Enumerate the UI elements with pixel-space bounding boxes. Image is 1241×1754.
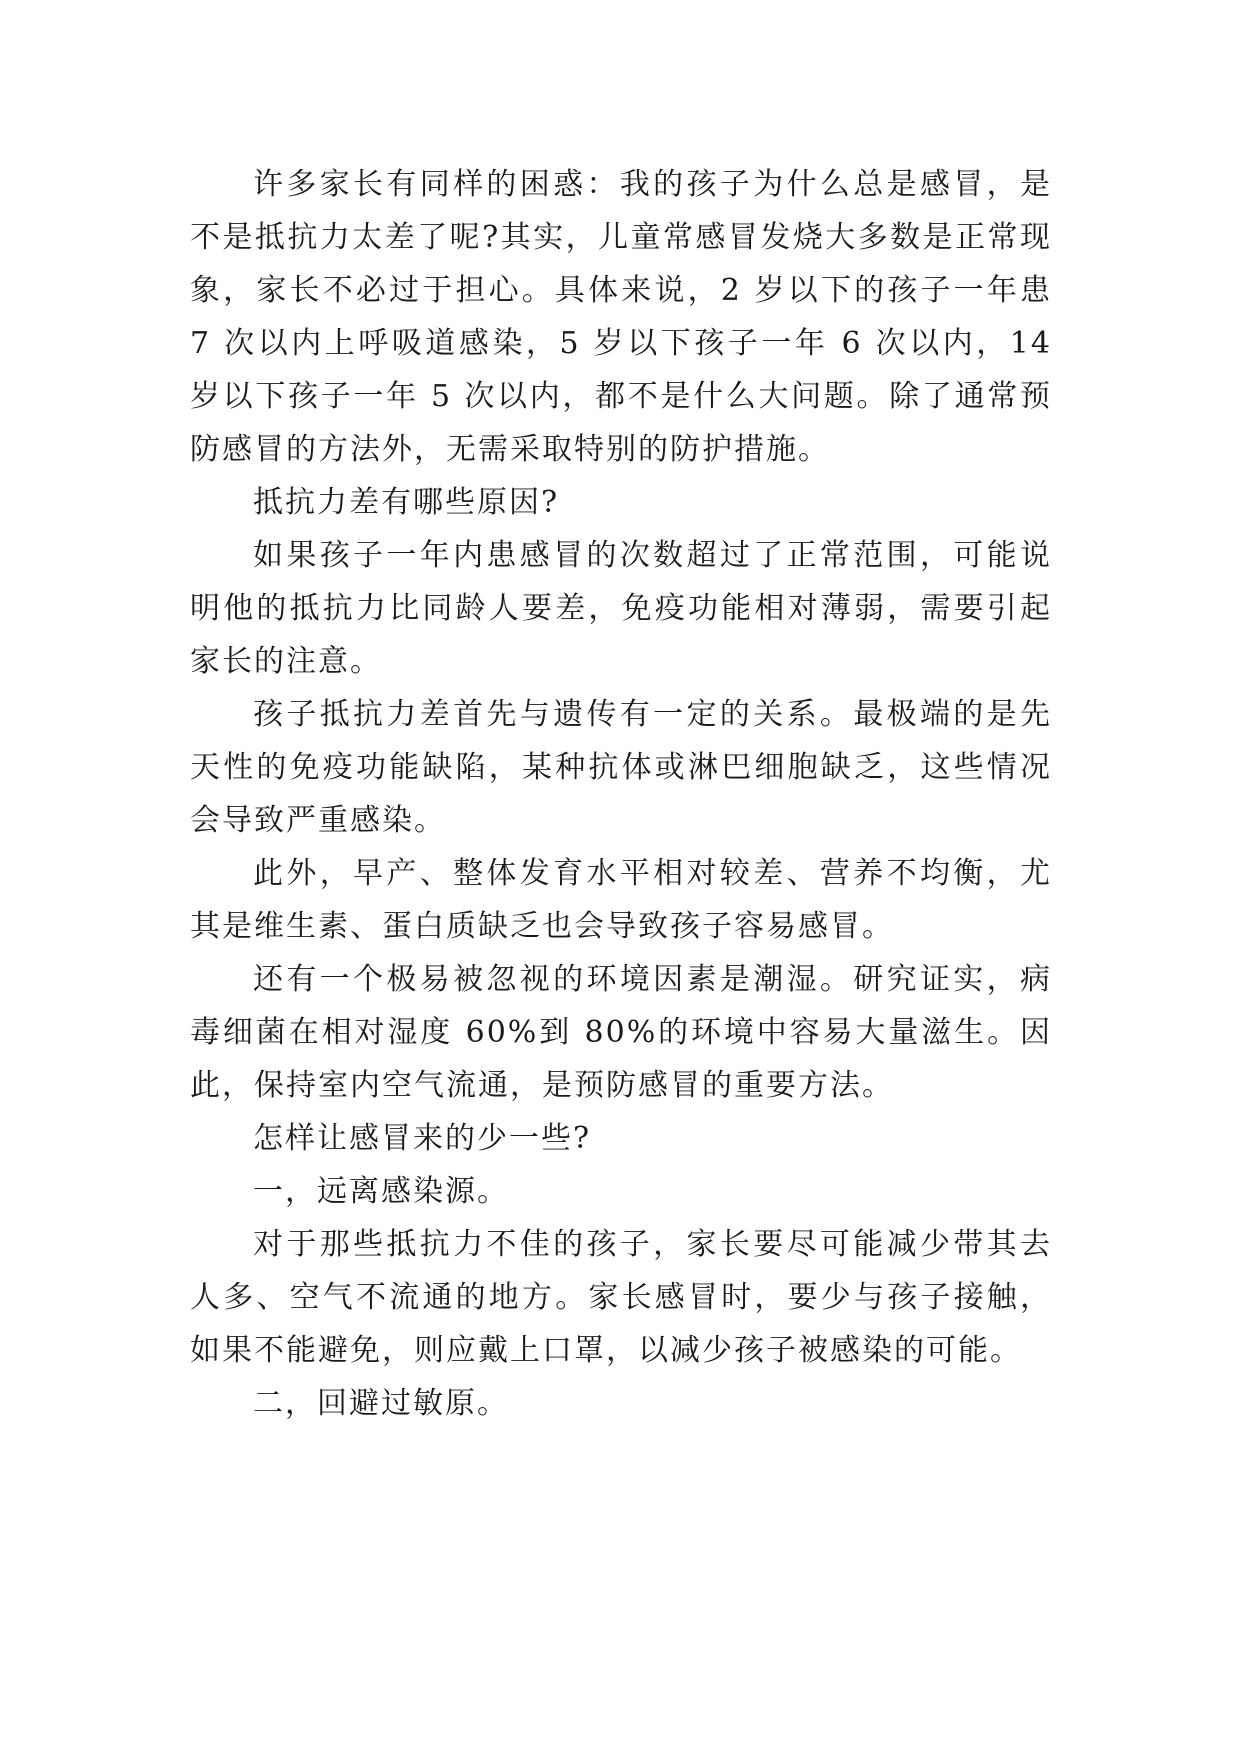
section-heading: 抵抗力差有哪些原因? <box>253 485 560 520</box>
document-body <box>190 158 1052 1430</box>
section-heading: 怎样让感冒来的少一些? <box>253 1121 592 1156</box>
paragraph: 孩子抵抗力差首先与遗传有一定的关系。最极端的是先天性的免疫功能缺陷，某种抗体或淋巴细胞缺乏，这些情况会导致严重感染。 <box>190 697 1052 838</box>
paragraph: 此外，早产、整体发育水平相对较差、营养不均衡，尤其是维生素、蛋白质缺乏也会导致孩子容易感冒。 <box>190 856 1052 944</box>
paragraph: 许多家长有同样的困惑：我的孩子为什么总是感冒，是不是抵抗力太差了呢?其实，儿童常感冒发烧大多数是正常现象，家长不必过于担心。具体来说，2 岁以下的孩子一年患 7 次以内上呼吸道感染，5 岁以下孩子一年 6 次以内，14 岁以下孩子一年 5 次以内，都不是什么大问题。除了通常预防感冒的方法外，无需采取特别的防护措施。 <box>190 167 1052 467</box>
paragraph: 如果孩子一年内患感冒的次数超过了正常范围，可能说明他的抵抗力比同龄人要差，免疫功能相对薄弱，需要引起家长的注意。 <box>190 538 1052 679</box>
paragraph: 还有一个极易被忽视的环境因素是潮湿。研究证实，病毒细菌在相对湿度 60%到 80%的环境中容易大量滋生。因此，保持室内空气流通，是预防感冒的重要方法。 <box>190 962 1052 1103</box>
list-item-heading: 一，远离感染源。 <box>253 1174 509 1209</box>
list-item-heading: 二，回避过敏原。 <box>253 1386 509 1421</box>
paragraph: 对于那些抵抗力不佳的孩子，家长要尽可能减少带其去人多、空气不流通的地方。家长感冒时，要少与孩子接触，如果不能避免，则应戴上口罩，以减少孩子被感染的可能。 <box>190 1227 1052 1368</box>
